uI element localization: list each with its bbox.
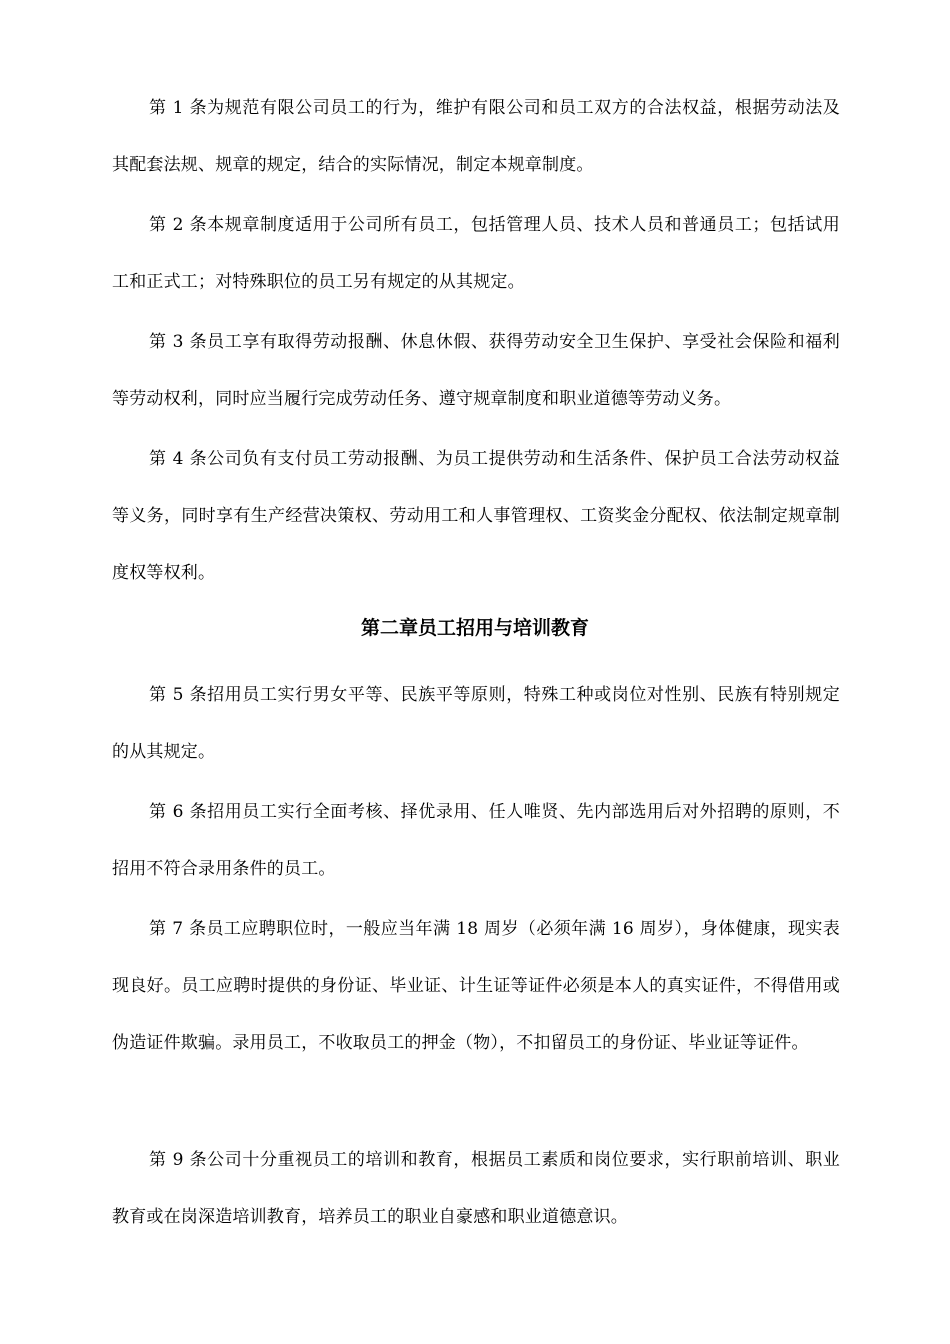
chapter-2-heading: 第二章员工招用与培训教育 bbox=[360, 617, 589, 639]
article-4-paragraph: 第 4 条公司负有支付员工劳动报酬、为员工提供劳动和生活条件、保护员工合法劳动权益等义务，同时享有生产经营决策权、劳动用工和人事管理权、工资奖金分配权、依法制定规章制度权等权利。 bbox=[112, 449, 840, 583]
article-2-paragraph: 第 2 条本规章制度适用于公司所有员工，包括管理人员、技术人员和普通员工；包括试用工和正式工；对特殊职位的员工另有规定的从其规定。 bbox=[112, 215, 840, 292]
article-6-paragraph: 第 6 条招用员工实行全面考核、择优录用、任人唯贤、先内部选用后对外招聘的原则，不招用不符合录用条件的员工。 bbox=[112, 802, 840, 879]
article-9-paragraph: 第 9 条公司十分重视员工的培训和教育，根据员工素质和岗位要求，实行职前培训、职业教育或在岗深造培训教育，培养员工的职业自豪感和职业道德意识。 bbox=[112, 1150, 840, 1227]
article-1-paragraph: 第 1 条为规范有限公司员工的行为，维护有限公司和员工双方的合法权益，根据劳动法及其配套法规、规章的规定，结合的实际情况，制定本规章制度。 bbox=[112, 98, 840, 175]
article-3-paragraph: 第 3 条员工享有取得劳动报酬、休息休假、获得劳动安全卫生保护、享受社会保险和福利等劳动权利，同时应当履行完成劳动任务、遵守规章制度和职业道德等劳动义务。 bbox=[112, 332, 840, 409]
article-7-paragraph: 第 7 条员工应聘职位时，一般应当年满 18 周岁（必须年满 16 周岁），身体健康，现实表现良好。员工应聘时提供的身份证、毕业证、计生证等证件必须是本人的真实证件，不得借用或伪造证件欺骗。录用员工，不收取员工的押金（物），不扣留员工的身份证、毕业证等证件。 bbox=[112, 919, 840, 1053]
article-5-paragraph: 第 5 条招用员工实行男女平等、民族平等原则，特殊工种或岗位对性别、民族有特别规定的从其规定。 bbox=[112, 685, 840, 762]
